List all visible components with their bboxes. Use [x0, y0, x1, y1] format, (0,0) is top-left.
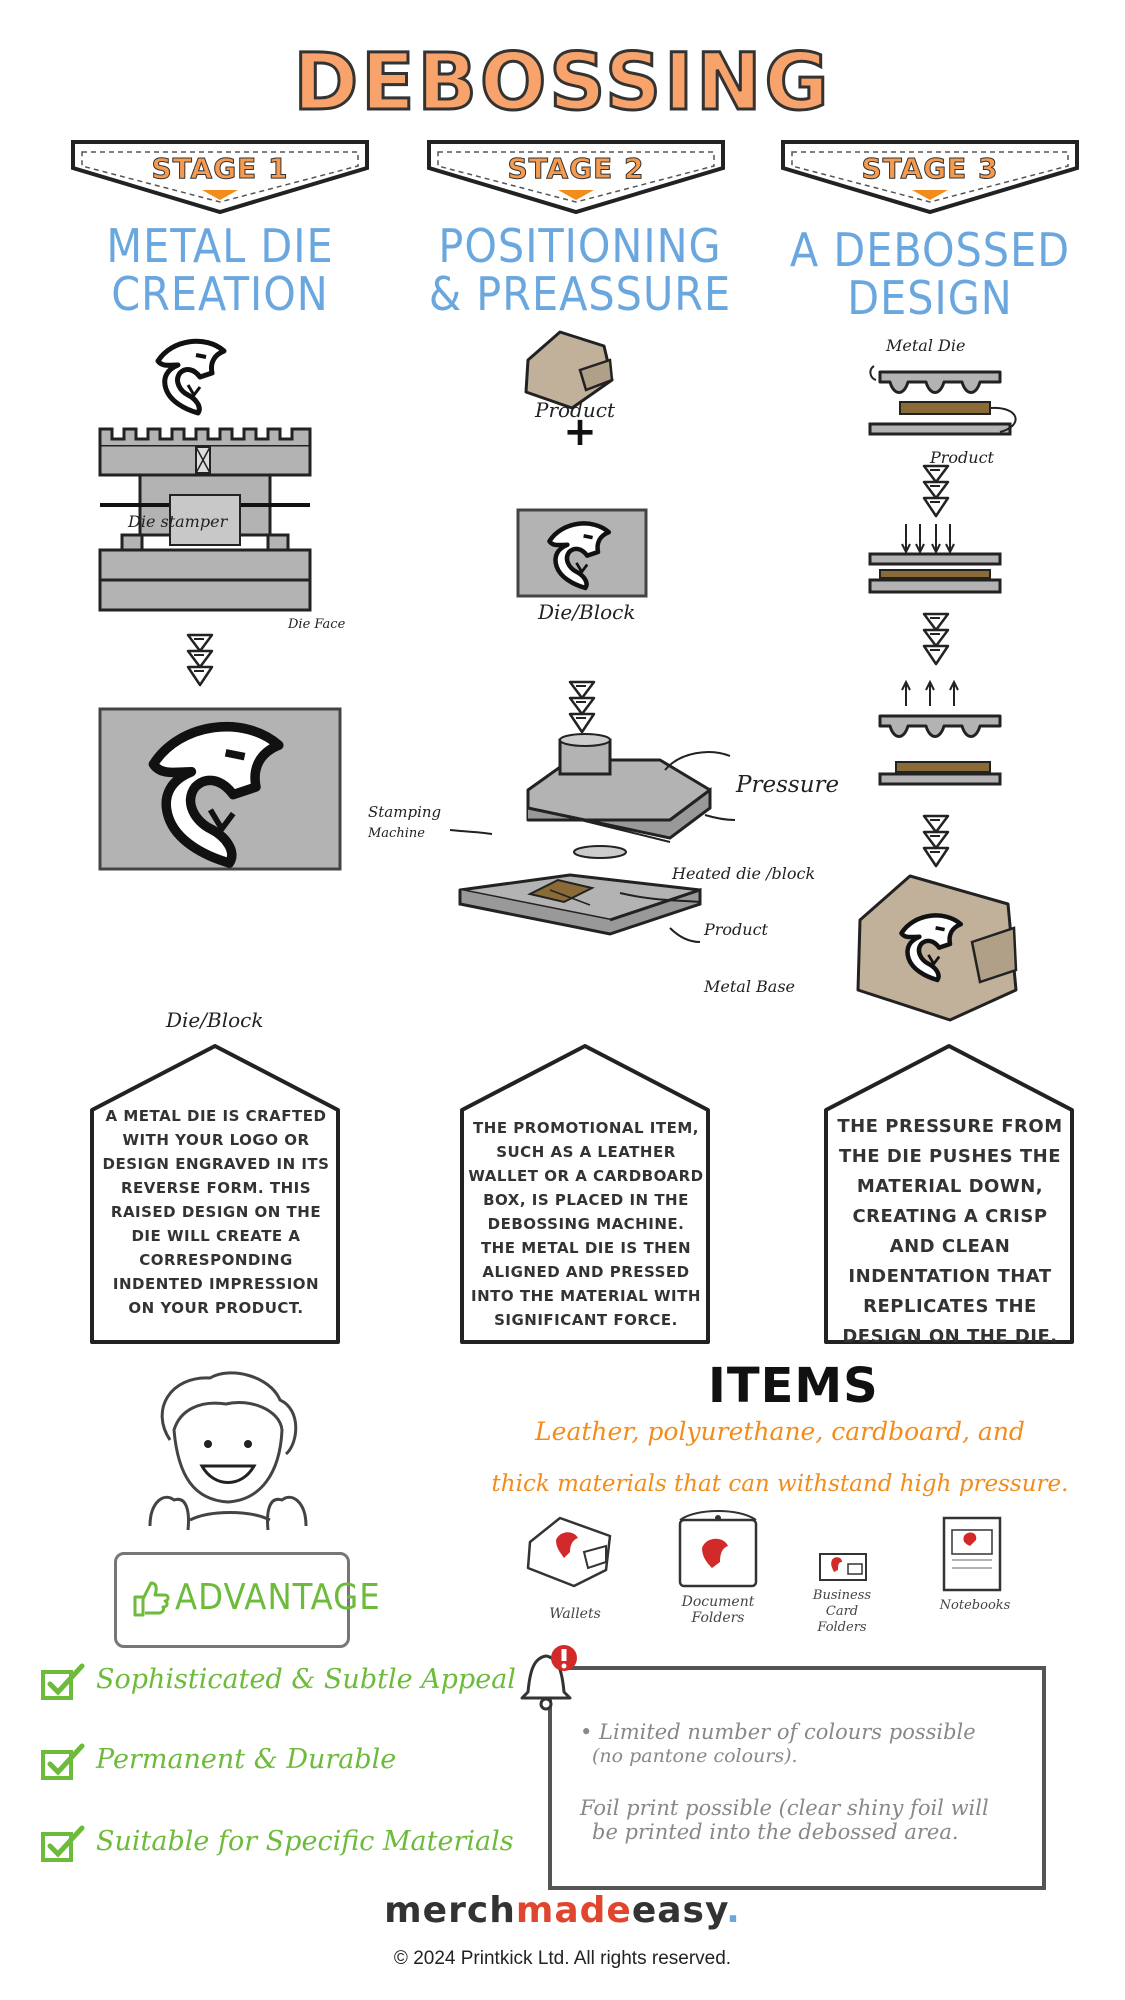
note-line-2: be printed into the debossed area.	[592, 1820, 959, 1844]
release-drawing	[880, 682, 1000, 784]
down-arrow-icon	[924, 466, 948, 516]
brand-dot: .	[726, 1890, 741, 1931]
checkbox-checked-icon	[40, 1742, 86, 1782]
note-line-1: Foil print possible (clear shiny foil will	[580, 1796, 989, 1820]
stamping-machine-drawing	[450, 734, 735, 942]
die-block-label: Die/Block	[166, 1008, 264, 1032]
stage-2-heading-line-2: & PREASSURE	[428, 267, 732, 321]
product-label: Product	[535, 398, 615, 422]
stage-3-heading-line-2: DESIGN	[847, 271, 1013, 325]
item-label-line-2: Folders	[691, 1610, 745, 1626]
stage-3-illustration	[840, 330, 1100, 1030]
advantage-badge	[114, 1552, 381, 1648]
page-title: DEBOSSING	[293, 38, 832, 128]
note-item	[580, 1720, 1030, 1768]
wallet-product-drawing	[526, 332, 612, 408]
item-label-line-1: Document	[681, 1594, 755, 1610]
alert-bell-icon	[512, 1640, 584, 1714]
die-block-drawing	[100, 709, 340, 869]
stage-3-description: THE PRESSURE FROM THE DIE PUSHES THE MATERIAL DOWN, CREATING A CRISP AND CLEAN INDENTATION THAT REPLICATES THE DESIGN ON THE DIE.	[837, 1116, 1063, 1347]
item-label-notebooks: Notebooks	[939, 1598, 1011, 1613]
items-title: ITEMS	[708, 1358, 879, 1414]
items-subtitle	[470, 1406, 1090, 1510]
stage-3-heading	[760, 223, 1100, 325]
stage-1-label: STAGE 1	[151, 152, 289, 185]
item-label-line-3: Folders	[817, 1620, 867, 1635]
items-subtitle-line-2: thick materials that can withstand high pressure.	[491, 1471, 1069, 1497]
debossed-wallet-drawing	[858, 876, 1016, 1020]
checkbox-checked-icon	[40, 1824, 86, 1864]
stage-2-heading	[395, 219, 765, 321]
brand-part-3: easy	[631, 1890, 727, 1931]
pressing-drawing	[870, 524, 1000, 592]
plus-sign: +	[563, 409, 597, 455]
stage-1-heading-line-1: METAL DIE	[106, 219, 334, 273]
stage-1-heading	[40, 219, 400, 321]
advantage-label: ADVANTAGE	[175, 1577, 381, 1618]
stage-3-banner	[780, 138, 1080, 216]
stamping-machine-label-line-2: Machine	[368, 826, 425, 841]
notebook-icon	[942, 1516, 1002, 1592]
document-folder-icon	[676, 1506, 760, 1590]
product-drawing	[870, 402, 1016, 434]
die-block-label: Die/Block	[538, 600, 636, 624]
item-label-wallets: Wallets	[549, 1606, 601, 1622]
notes-box	[548, 1666, 1046, 1890]
stage-2-label: STAGE 2	[507, 152, 645, 185]
pressure-label: Pressure	[736, 772, 840, 798]
stage-3-label: STAGE 3	[861, 152, 999, 185]
heated-die-label: Heated die /block	[672, 864, 816, 883]
stage-2-description: THE PROMOTIONAL ITEM, SUCH AS A LEATHER WALLET OR A CARDBOARD BOX, IS PLACED IN THE DEBOSSING MACHINE. THE METAL DIE IS THEN ALIGNED AND PRESSED INTO THE MATERIAL WITH SIGNIFICANT FORCE.	[468, 1119, 704, 1329]
business-card-folder-icon	[818, 1550, 868, 1582]
thumbs-up-icon	[131, 1579, 171, 1619]
product-label-3: Product	[930, 448, 994, 467]
stage-2-heading-line-1: POSITIONING	[438, 219, 722, 273]
checkbox-checked-icon	[40, 1662, 86, 1702]
person-thumbs-up-illustration	[130, 1370, 330, 1550]
stage-3-heading-line-1: A DEBOSSED	[789, 223, 1071, 277]
die-face-label: Die Face	[288, 617, 346, 632]
stamping-machine-label	[368, 801, 441, 845]
metal-die-label: Metal Die	[886, 336, 966, 355]
item-label-line-1: Business	[812, 1588, 872, 1603]
logo-icon	[158, 341, 224, 413]
benefit-label: Permanent & Durable	[96, 1744, 397, 1775]
wallet-icon	[526, 1516, 616, 1588]
die-block-drawing	[518, 510, 646, 596]
stage-1-banner	[70, 138, 370, 216]
metal-base-label: Metal Base	[704, 977, 795, 996]
benefit-label: Suitable for Specific Materials	[96, 1826, 514, 1857]
brand-part-1: merch	[384, 1890, 516, 1931]
stage-2-illustration	[370, 320, 790, 1020]
stamping-machine-label-line-1: Stamping	[368, 803, 442, 821]
stage-1-description: A METAL DIE IS CRAFTED WITH YOUR LOGO OR DESIGN ENGRAVED IN ITS REVERSE FORM. THIS RAISED DESIGN ON THE DIE WILL CREATE A CORRESPONDING INDENTED IMPRESSION ON YOUR PRODUCT.	[102, 1107, 330, 1317]
die-stamper-label: Die stamper	[128, 512, 228, 531]
metal-die-drawing	[870, 366, 1000, 393]
brand-part-2: made	[515, 1890, 632, 1931]
down-arrow-icon	[924, 816, 948, 866]
stage-2-banner	[426, 138, 726, 216]
stage-1-illustration	[60, 335, 390, 1025]
copyright: © 2024 Printkick Ltd. All rights reserved.	[393, 1948, 732, 1969]
benefit-label: Sophisticated & Subtle Appeal	[96, 1664, 516, 1695]
item-label-business-card-folders	[796, 1588, 888, 1636]
note-line-2: (no pantone colours).	[592, 1745, 798, 1767]
note-item	[580, 1796, 1030, 1844]
item-label-document-folders	[668, 1594, 768, 1626]
product-label-2: Product	[704, 920, 768, 939]
note-line-1: • Limited number of colours possible	[580, 1720, 976, 1744]
items-subtitle-line-1: Leather, polyurethane, cardboard, and	[535, 1417, 1025, 1446]
brand-logo	[0, 1890, 1125, 1931]
stage-1-heading-line-2: CREATION	[111, 267, 329, 321]
down-arrow-icon	[924, 614, 948, 664]
down-arrow-icon	[188, 635, 212, 685]
item-label-line-2: Card	[825, 1604, 859, 1619]
down-arrow-icon	[570, 682, 594, 732]
